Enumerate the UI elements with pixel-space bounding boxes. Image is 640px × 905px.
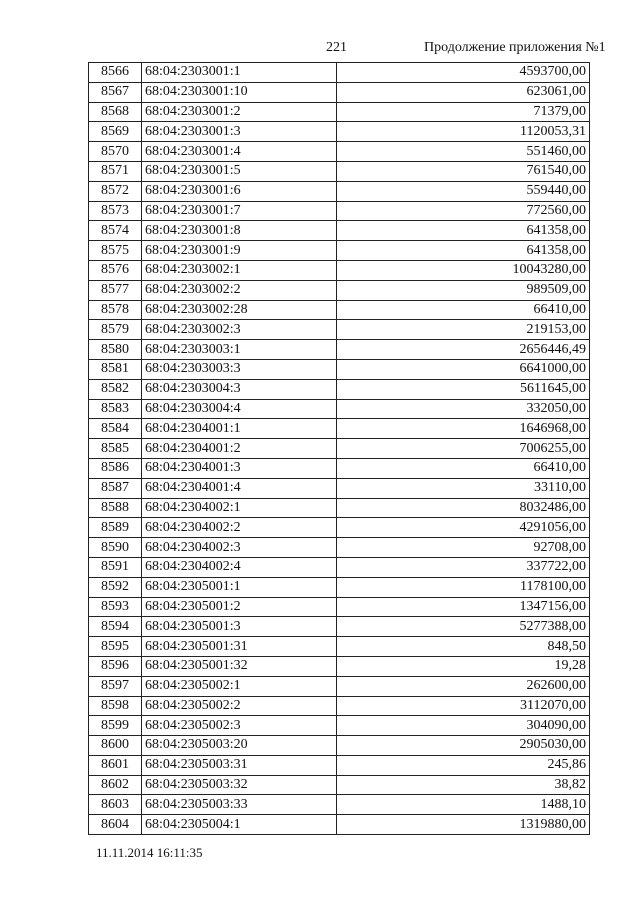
table-row xyxy=(89,379,590,399)
cadastral-number: 68:04:2304002:1 xyxy=(142,498,337,518)
cadastral-value: 551460,00 xyxy=(337,142,590,162)
table-row xyxy=(89,518,590,538)
cadastral-number: 68:04:2304001:1 xyxy=(142,419,337,439)
cadastral-value: 337722,00 xyxy=(337,557,590,577)
row-number: 8581 xyxy=(89,359,142,379)
cadastral-number: 68:04:2305003:20 xyxy=(142,736,337,756)
cadastral-value: 33110,00 xyxy=(337,478,590,498)
row-number: 8582 xyxy=(89,379,142,399)
cadastral-value: 71379,00 xyxy=(337,102,590,122)
cadastral-value: 1178100,00 xyxy=(337,577,590,597)
cadastral-value: 2905030,00 xyxy=(337,736,590,756)
table-row xyxy=(89,716,590,736)
cadastral-number: 68:04:2303001:2 xyxy=(142,102,337,122)
table-row xyxy=(89,320,590,340)
cadastral-number: 68:04:2304002:4 xyxy=(142,557,337,577)
cadastral-value: 1488,10 xyxy=(337,795,590,815)
row-number: 8571 xyxy=(89,161,142,181)
cadastral-value-table xyxy=(88,62,590,835)
cadastral-value: 559440,00 xyxy=(337,181,590,201)
cadastral-value: 848,50 xyxy=(337,637,590,657)
table-row xyxy=(89,142,590,162)
cadastral-value: 2656446,49 xyxy=(337,340,590,360)
cadastral-value: 1646968,00 xyxy=(337,419,590,439)
row-number: 8570 xyxy=(89,142,142,162)
cadastral-number: 68:04:2303002:28 xyxy=(142,300,337,320)
row-number: 8599 xyxy=(89,716,142,736)
cadastral-value: 5611645,00 xyxy=(337,379,590,399)
row-number: 8576 xyxy=(89,260,142,280)
cadastral-number: 68:04:2305001:1 xyxy=(142,577,337,597)
table-body xyxy=(89,63,590,835)
row-number: 8591 xyxy=(89,557,142,577)
row-number: 8572 xyxy=(89,181,142,201)
row-number: 8590 xyxy=(89,538,142,558)
table-row xyxy=(89,82,590,102)
table-row xyxy=(89,161,590,181)
cadastral-number: 68:04:2303003:1 xyxy=(142,340,337,360)
page-number: 221 xyxy=(326,40,347,55)
row-number: 8603 xyxy=(89,795,142,815)
table-row xyxy=(89,478,590,498)
cadastral-number: 68:04:2304001:3 xyxy=(142,458,337,478)
table-row xyxy=(89,241,590,261)
table-row xyxy=(89,122,590,142)
cadastral-number: 68:04:2303002:3 xyxy=(142,320,337,340)
table-row xyxy=(89,775,590,795)
cadastral-number: 68:04:2305002:2 xyxy=(142,696,337,716)
row-number: 8585 xyxy=(89,439,142,459)
cadastral-value: 219153,00 xyxy=(337,320,590,340)
cadastral-number: 68:04:2303001:9 xyxy=(142,241,337,261)
table-row xyxy=(89,755,590,775)
cadastral-value: 66410,00 xyxy=(337,300,590,320)
cadastral-number: 68:04:2305004:1 xyxy=(142,815,337,835)
cadastral-number: 68:04:2303001:7 xyxy=(142,201,337,221)
cadastral-value: 761540,00 xyxy=(337,161,590,181)
table-row xyxy=(89,181,590,201)
cadastral-number: 68:04:2303001:6 xyxy=(142,181,337,201)
row-number: 8577 xyxy=(89,280,142,300)
header-note: Продолжение приложения №1 xyxy=(424,40,606,55)
row-number: 8596 xyxy=(89,656,142,676)
cadastral-value: 10043280,00 xyxy=(337,260,590,280)
row-number: 8574 xyxy=(89,221,142,241)
cadastral-number: 68:04:2303004:4 xyxy=(142,399,337,419)
row-number: 8593 xyxy=(89,597,142,617)
cadastral-value: 1120053,31 xyxy=(337,122,590,142)
table-row xyxy=(89,656,590,676)
cadastral-value: 5277388,00 xyxy=(337,617,590,637)
cadastral-number: 68:04:2305001:2 xyxy=(142,597,337,617)
table-row xyxy=(89,221,590,241)
cadastral-number: 68:04:2305003:32 xyxy=(142,775,337,795)
row-number: 8586 xyxy=(89,458,142,478)
row-number: 8595 xyxy=(89,637,142,657)
row-number: 8598 xyxy=(89,696,142,716)
table-row xyxy=(89,538,590,558)
row-number: 8568 xyxy=(89,102,142,122)
table-row xyxy=(89,300,590,320)
row-number: 8597 xyxy=(89,676,142,696)
table-row xyxy=(89,597,590,617)
table-row xyxy=(89,63,590,83)
cadastral-value: 66410,00 xyxy=(337,458,590,478)
cadastral-value: 6641000,00 xyxy=(337,359,590,379)
cadastral-value: 641358,00 xyxy=(337,221,590,241)
row-number: 8592 xyxy=(89,577,142,597)
cadastral-value: 304090,00 xyxy=(337,716,590,736)
cadastral-number: 68:04:2303001:8 xyxy=(142,221,337,241)
row-number: 8588 xyxy=(89,498,142,518)
print-timestamp: 11.11.2014 16:11:35 xyxy=(96,845,203,860)
table-row xyxy=(89,815,590,835)
cadastral-value: 772560,00 xyxy=(337,201,590,221)
cadastral-value: 3112070,00 xyxy=(337,696,590,716)
row-number: 8587 xyxy=(89,478,142,498)
cadastral-number: 68:04:2303001:1 xyxy=(142,63,337,83)
row-number: 8594 xyxy=(89,617,142,637)
cadastral-number: 68:04:2305003:31 xyxy=(142,755,337,775)
table-row xyxy=(89,637,590,657)
row-number: 8600 xyxy=(89,736,142,756)
cadastral-number: 68:04:2304001:4 xyxy=(142,478,337,498)
cadastral-number: 68:04:2305002:3 xyxy=(142,716,337,736)
row-number: 8579 xyxy=(89,320,142,340)
cadastral-number: 68:04:2303002:2 xyxy=(142,280,337,300)
row-number: 8583 xyxy=(89,399,142,419)
cadastral-value: 92708,00 xyxy=(337,538,590,558)
table-row xyxy=(89,359,590,379)
cadastral-number: 68:04:2303003:3 xyxy=(142,359,337,379)
cadastral-value: 7006255,00 xyxy=(337,439,590,459)
cadastral-number: 68:04:2305001:31 xyxy=(142,637,337,657)
table-row xyxy=(89,102,590,122)
cadastral-number: 68:04:2303001:4 xyxy=(142,142,337,162)
cadastral-number: 68:04:2303001:10 xyxy=(142,82,337,102)
cadastral-value: 8032486,00 xyxy=(337,498,590,518)
row-number: 8575 xyxy=(89,241,142,261)
cadastral-number: 68:04:2305003:33 xyxy=(142,795,337,815)
table-row xyxy=(89,419,590,439)
cadastral-value: 4593700,00 xyxy=(337,63,590,83)
table-row xyxy=(89,696,590,716)
row-number: 8569 xyxy=(89,122,142,142)
table-row xyxy=(89,676,590,696)
row-number: 8601 xyxy=(89,755,142,775)
row-number: 8589 xyxy=(89,518,142,538)
table-row xyxy=(89,557,590,577)
table-row xyxy=(89,498,590,518)
row-number: 8602 xyxy=(89,775,142,795)
row-number: 8580 xyxy=(89,340,142,360)
cadastral-number: 68:04:2303001:5 xyxy=(142,161,337,181)
cadastral-value: 641358,00 xyxy=(337,241,590,261)
cadastral-number: 68:04:2304002:3 xyxy=(142,538,337,558)
row-number: 8567 xyxy=(89,82,142,102)
cadastral-value: 623061,00 xyxy=(337,82,590,102)
table-row xyxy=(89,201,590,221)
cadastral-number: 68:04:2305001:32 xyxy=(142,656,337,676)
cadastral-number: 68:04:2303002:1 xyxy=(142,260,337,280)
cadastral-number: 68:04:2304001:2 xyxy=(142,439,337,459)
cadastral-number: 68:04:2303001:3 xyxy=(142,122,337,142)
cadastral-value: 262600,00 xyxy=(337,676,590,696)
cadastral-value: 989509,00 xyxy=(337,280,590,300)
cadastral-number: 68:04:2305001:3 xyxy=(142,617,337,637)
table-row xyxy=(89,617,590,637)
cadastral-number: 68:04:2304002:2 xyxy=(142,518,337,538)
table-row xyxy=(89,736,590,756)
table-row xyxy=(89,280,590,300)
row-number: 8573 xyxy=(89,201,142,221)
cadastral-value: 4291056,00 xyxy=(337,518,590,538)
cadastral-value: 1319880,00 xyxy=(337,815,590,835)
table-row xyxy=(89,458,590,478)
table-row xyxy=(89,577,590,597)
cadastral-number: 68:04:2303004:3 xyxy=(142,379,337,399)
table-row xyxy=(89,399,590,419)
table-row xyxy=(89,340,590,360)
row-number: 8566 xyxy=(89,63,142,83)
row-number: 8604 xyxy=(89,815,142,835)
cadastral-number: 68:04:2305002:1 xyxy=(142,676,337,696)
table-row xyxy=(89,795,590,815)
cadastral-value: 19,28 xyxy=(337,656,590,676)
cadastral-value: 245,86 xyxy=(337,755,590,775)
cadastral-value: 332050,00 xyxy=(337,399,590,419)
cadastral-value: 1347156,00 xyxy=(337,597,590,617)
row-number: 8584 xyxy=(89,419,142,439)
row-number: 8578 xyxy=(89,300,142,320)
table-row xyxy=(89,260,590,280)
cadastral-value: 38,82 xyxy=(337,775,590,795)
table-row xyxy=(89,439,590,459)
